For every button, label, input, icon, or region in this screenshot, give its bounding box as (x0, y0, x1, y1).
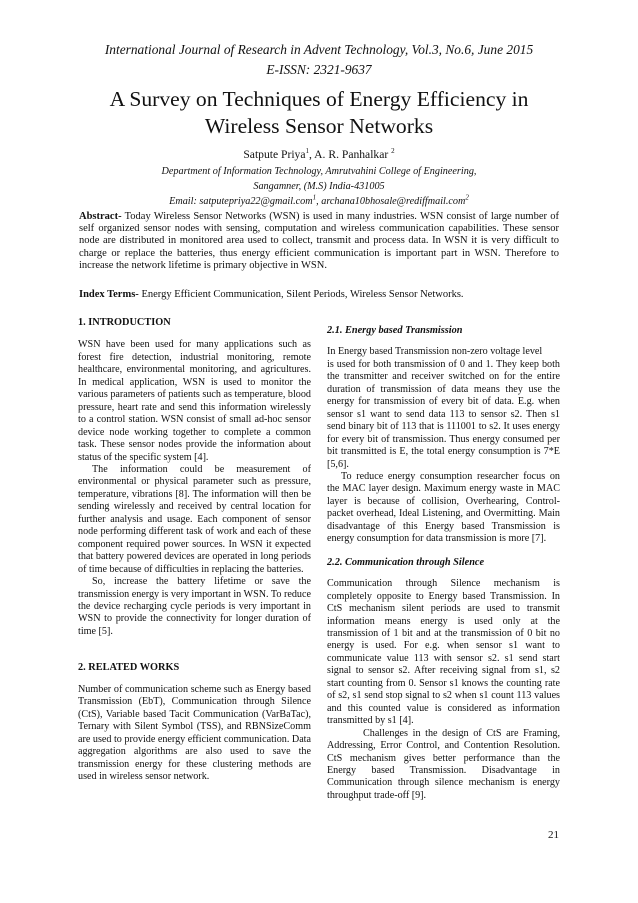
introduction-paragraph-1: WSN have been used for many applications such as forest fire detection, industrial monitoring, remote healthcare, environmental monitoring, and agricultures. In medical application, WSN is used to monitor the various parameters of patients such as temperature, blood pressure, heart rate and send this information wirelessly to a control station. WSN consist of small ad-hoc sensor device node working together to complete a common task. These sensor nodes provide the information about status of the specific system [4]. (78, 339, 311, 463)
introduction-paragraph-2: The information could be measurement of environmental or physical parameter such as pressure, temperature, vibrations [8]. The information will then be sending wirelessly and received by central location for further analysis and usage. Each component of sensor node performing different task of work and each of these component required power sources. In WSN it expected that battery powered devices are operated in long periods of time because of difficulties in replacing the batteries. (78, 463, 311, 575)
email-2: , archana10bhosale@rediffmail.com (316, 196, 466, 207)
author-2: A. R. Panhalkar (314, 148, 389, 161)
affiliation-location: Sangamner, (M.S) India-431005 (253, 181, 385, 192)
author-separator: , (309, 148, 315, 161)
introduction-paragraph-3: So, increase the battery lifetime or save the transmission energy is very important in WSN. To reduce the device recharging cycle periods is very important in WSN to provide the connectivity for longer duration of time [5]. (78, 576, 311, 637)
index-terms-text: Energy Efficient Communication, Silent Periods, Wireless Sensor Networks. (138, 289, 464, 300)
index-terms (79, 289, 559, 300)
energy-based-transmission-heading: 2.1. Energy based Transmission (327, 325, 463, 336)
ebt-paragraph-1: is used for both transmission of 0 and 1. They keep both the transmitter and receiver switched on for the entire duration of transmission of data means they use the energy for transmission of every bit of data. E.g. when sensor s1 want to send data 113 to sensor s2. Then s1 send binary bit of 113 that is 111001 to s2. It uses energy for every bit of transmission. Thus energy consumed per bit transmitted is E, the total energy consumption is 7*E [5,6]. (327, 358, 560, 470)
index-terms-label: Index Terms- (79, 289, 139, 300)
affiliation-department: Department of Information Technology, Amrutvahini College of Engineering, (161, 166, 477, 177)
ebt-paragraph-2: To reduce energy consumption researcher focus on the MAC layer design. Maximum energy waste in MAC layer is because of collision, Overhearing, Control-packet overhead, Ideal Listening, and Overmitting. Main disadvantage of this Energy based Transmission is energy consumption for data transmission is more [7]. (327, 470, 560, 545)
ebt-paragraph-1-first-line: In Energy based Transmission non-zero voltage level (327, 346, 543, 358)
email-1: Email: satputepriya22@gmail.com (169, 196, 313, 207)
related-works-paragraph: Number of communication scheme such as Energy based Transmission (EbT), Communication through Silence (CtS), Variable based Tacit Communication (VarBaTac), Ternary with Silent Symbol (TSS), and RBNSizeComm are used to provide energy efficient communication. Data aggregation algorithms are also used to save the transmission energy for these clustering methods are used in wireless sensor network. (78, 683, 311, 782)
paper-title (40, 86, 598, 140)
page-number: 21 (548, 829, 559, 841)
related-works-heading: 2. RELATED WORKS (78, 662, 180, 674)
paper-title-line-2: Wireless Sensor Networks (204, 114, 434, 138)
cts-paragraph-2: Challenges in the design of CtS are Framing, Addressing, Error Control, and Contention Resolution. CtS mechanism gives better performance than the Energy based Transmission. Disadvantage in Communication through silence mechanism is energy throughput trade-off [9]. (327, 727, 560, 801)
paper-title-line-1: A Survey on Techniques of Energy Efficiency in (109, 87, 529, 111)
affiliation-block (60, 164, 578, 209)
author-2-affiliation-mark: 2 (391, 147, 395, 156)
affiliation-emails (60, 194, 578, 209)
introduction-heading: 1. INTRODUCTION (78, 317, 171, 328)
abstract (79, 211, 559, 272)
cts-paragraph-1: Communication through Silence mechanism is completely opposite to Energy based Transmission. In CtS mechanism silent periods are used to transmit information means energy is used only at the transmission of 1 bit and at the transmission of 0 bit no energy is used. For e.g. when sensor s1 want to communicate value 113 with sensor s2. s1 send start signal to sensor s2. After receiving signal from s1, s2 start counting from 0. Sensor s1 knows the counting rate of s2, s1 send stop signal to s2 when s1 count 113 values and this counted value is considered as information transmitted by s1 [4]. (327, 578, 560, 727)
author-1: Satpute Priya (243, 148, 306, 161)
author-list (40, 148, 598, 161)
right-column (327, 317, 560, 802)
journal-header (40, 40, 598, 80)
communication-through-silence-heading: 2.2. Communication through Silence (327, 556, 485, 568)
email-1-mark: 1 (312, 193, 317, 202)
abstract-label: Abstract- (79, 211, 122, 222)
journal-name: International Journal of Research in Advent Technology, Vol.3, No.6, June 2015 (104, 42, 534, 57)
email-2-mark: 2 (465, 193, 469, 202)
author-1-affiliation-mark: 1 (305, 147, 309, 156)
journal-issn: E-ISSN: 2321-9637 (266, 62, 372, 77)
left-column (78, 317, 311, 783)
abstract-text: Today Wireless Sensor Networks (WSN) is used in many industries. WSN consist of large number of self organized sensor nodes with sensing, computation and wireless communication capabilities. These sensor node are distributed in monitored area used to collect, transmit and process data. In WSN it is very difficult to charge or replace the batteries, thus energy efficient communication is important part in WSN. Therefore to increase the network lifetime is primary objective in WSN. (79, 211, 559, 271)
